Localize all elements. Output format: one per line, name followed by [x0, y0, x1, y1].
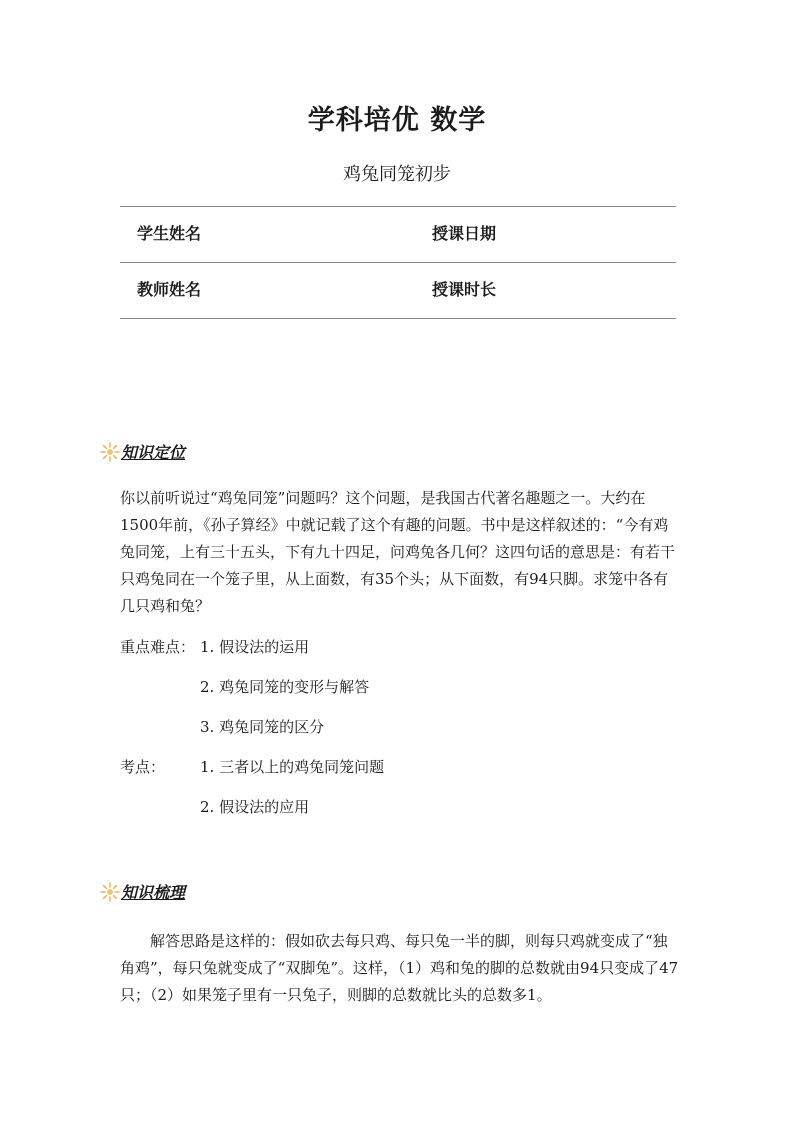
exam-point-item: 1. 三者以上的鸡兔同笼问题 [200, 758, 385, 776]
page-subtitle: 鸡兔同笼初步 [343, 164, 451, 185]
intro-paragraph: 你以前听说过“鸡兔同笼”问题吗？这个问题，是我国古代著名趣题之一。大约在1500年前，《孙子算经》中就记载了这个有趣的问题。书中是这样叙述的：“今有鸡兔同笼，上有三十五头，下有九十四足，问鸡兔各几何？这四句话的意思是：有若干只鸡兔同在一个笼子里，从上面数，有35个头；从下面数，有94只脚。求笼中各有几只鸡和兔？ [120, 489, 676, 615]
info-row-2 [120, 262, 676, 319]
section-heading-label: 知识定位 [121, 443, 186, 462]
exam-point-item: 2. 假设法的应用 [200, 798, 310, 816]
student-name-label: 学生姓名 [137, 224, 202, 243]
date-label: 授课日期 [432, 224, 497, 243]
exam-points-label: 考点： [120, 758, 166, 776]
info-row-1 [120, 206, 676, 262]
info-table [120, 206, 676, 319]
duration-label: 授课时长 [432, 280, 497, 299]
solution-paragraph: 解答思路是这样的：假如砍去每只鸡、每只兔一半的脚，则每只鸡就变成了“独角鸡”，每只兔就变成了“双脚兔”。这样，（1）鸡和兔的脚的总数就由94只变成了47只；（2）如果笼子里有一只兔子，则脚的总数就比头的总数多1。 [120, 932, 679, 1004]
key-points-label: 重点难点： [120, 638, 196, 656]
teacher-name-label: 教师姓名 [137, 280, 202, 299]
sunburst-icon [100, 442, 120, 462]
sunburst-icon [100, 882, 120, 902]
key-point-item: 3. 鸡兔同笼的区分 [200, 718, 325, 736]
key-point-item: 2. 鸡兔同笼的变形与解答 [200, 678, 370, 696]
key-point-item: 1. 假设法的运用 [200, 638, 310, 656]
page-title: 学科培优 数学 [307, 105, 487, 136]
section-heading-label: 知识梳理 [121, 883, 186, 902]
